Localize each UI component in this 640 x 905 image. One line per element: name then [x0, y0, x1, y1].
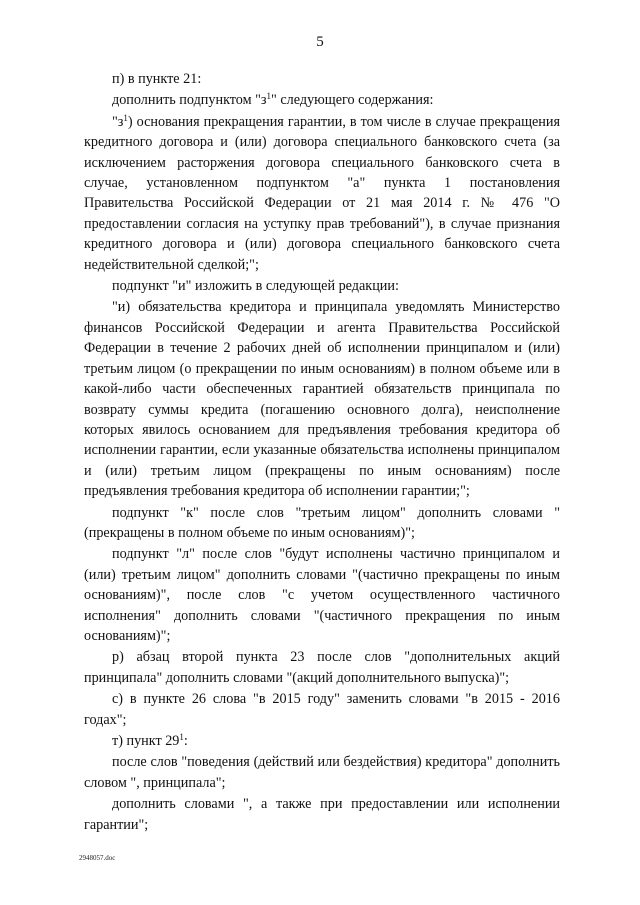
- footer-file-name: 2948057.doc: [79, 854, 116, 862]
- text-span: " следующего содержания:: [271, 92, 434, 109]
- page-number: 5: [316, 34, 324, 50]
- paragraph-item-r: р) абзац второй пункта 23 после слов "дополнительных акций принципала" дополнить словами "(акций дополнительного выпуска)";: [84, 649, 560, 686]
- paragraph-subitem-i-intro: подпункт "и" изложить в следующей редакции:: [112, 278, 399, 295]
- superscript: 1: [123, 112, 128, 123]
- text-span: ) основания прекращения гарантии, в том числе в случае прекращения кредитного договора и (или) договора специального банковского счета (за исключением расторжения договора специального банковского счета в случае, установленном подпунктом "а" пункта 1 постановления Правительства Российской Федерации от 21 мая 2014 г. № 476 "О предоставлении согласия на уступку прав требований"), в случае признания кредитного договора и (или) договора специального банковского счета недействительной сделкой;";: [84, 113, 560, 273]
- paragraph-item-p: п) в пункте 21:: [112, 71, 202, 87]
- paragraph-subitem-k: подпункт "к" после слов "третьим лицом" дополнить словами "(прекращены в полном объеме по иным основаниям)";: [84, 504, 560, 541]
- paragraph-subitem-l: подпункт "л" после слов "будут исполнены частично принципалом и (или) третьим лицом" дополнить словами "(частично прекращены по иным основаниям)", после слов "с учетом осуществленного частичного исполнения" дополнить словами "(частичного прекращения по иным основаниям)";: [84, 546, 560, 644]
- paragraph-item-t-addition-1: после слов "поведения (действий или бездействия) кредитора" дополнить словом ", принципала";: [84, 754, 560, 791]
- text-span: т) пункт 29: [112, 733, 180, 749]
- superscript: 1: [266, 91, 272, 102]
- paragraph-item-s: с) в пункте 26 слова "в 2015 году" заменить словами "в 2015 - 2016 годах";: [84, 691, 560, 728]
- paragraph-item-t-addition-2: дополнить словами ", а также при предоставлении или исполнении гарантии";: [84, 796, 560, 833]
- text-span: "з: [112, 113, 124, 130]
- paragraph-item-t: [84, 731, 560, 751]
- document-body: [84, 69, 560, 835]
- paragraph-subitem-i-text: "и) обязательства кредитора и принципала уведомлять Министерство финансов Российской Федерации и агента Правительства Российской Федерации в течение 2 рабочих дней об исполнении принципалом и (или) третьим лицом (о прекращении по иным основаниям) в полном объеме или в какой-либо части обеспеченных гарантией обязательств принципала по возврату суммы кредита (погашению основного долга), неисполнение которых явилось основанием для предъявления требования кредитора об исполнении гарантии, если указанные обязательства исполнены принципалом и (или) третьим лицом (прекращены по иным основаниям) после предъявления требования кредитора об исполнении гарантии;";: [84, 299, 560, 500]
- text-span: :: [183, 733, 188, 749]
- paragraph-subitem-z1-text: [84, 112, 560, 275]
- paragraph-add-subitem-z1: [84, 90, 560, 110]
- text-span: дополнить подпунктом "з: [112, 92, 267, 109]
- superscript: 1: [179, 732, 184, 742]
